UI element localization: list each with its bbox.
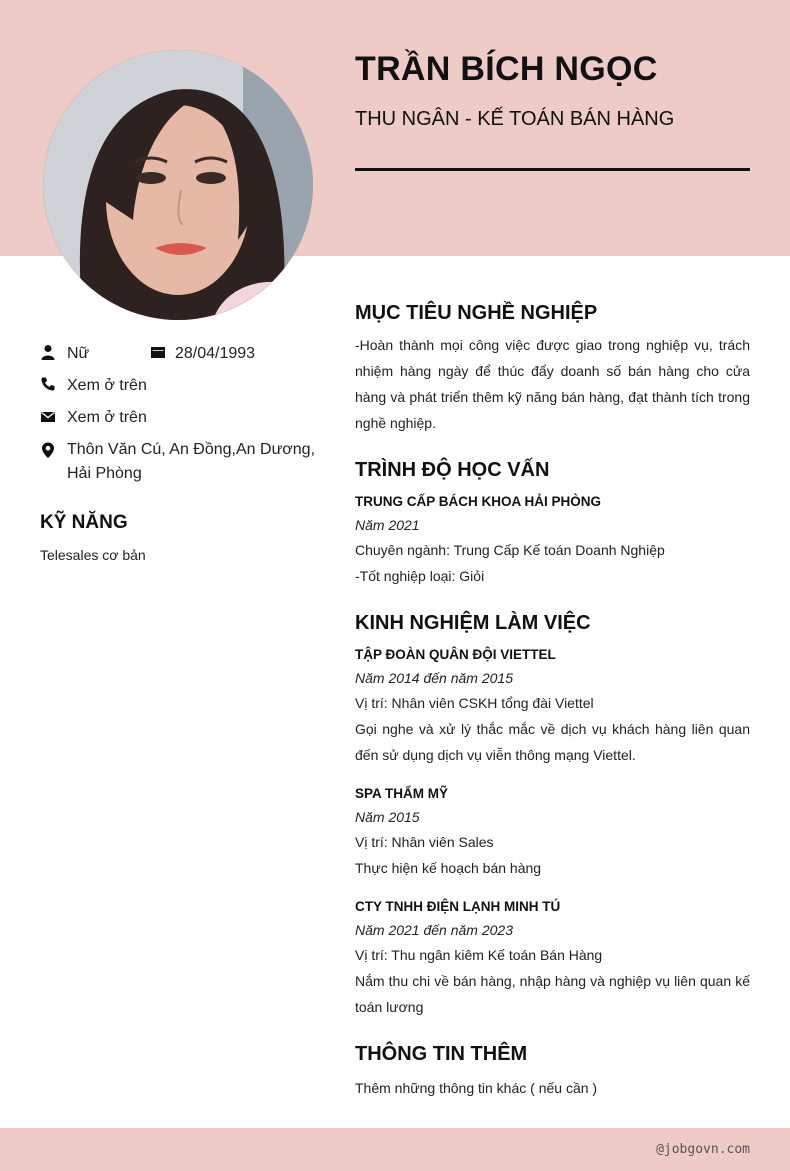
info-email: [40, 406, 310, 430]
experience-heading: KINH NGHIỆM LÀM VIỆC: [355, 612, 591, 634]
job-title: THU NGÂN - KẾ TOÁN BÁN HÀNG: [355, 108, 675, 130]
candidate-name: TRẦN BÍCH NGỌC: [355, 50, 658, 88]
job-period: Năm 2021 đến năm 2023: [355, 922, 513, 938]
phone-value: Xem ở trên: [67, 377, 147, 394]
profile-photo: [43, 50, 313, 320]
info-address: [40, 438, 320, 486]
job-position: Vị trí: Thu ngân kiêm Kế toán Bán Hàng: [355, 947, 603, 963]
objective-heading: MỤC TIÊU NGHỀ NGHIỆP: [355, 302, 598, 324]
birthdate-value: 28/04/1993: [175, 345, 256, 362]
phone-icon: [40, 376, 56, 392]
email-value: Xem ở trên: [67, 409, 147, 426]
skills-text: Telesales cơ bản: [40, 547, 146, 563]
job-position: Vị trí: Nhân viên CSKH tổng đài Viettel: [355, 695, 594, 711]
additional-heading: THÔNG TIN THÊM: [355, 1043, 528, 1065]
info-phone: [40, 374, 310, 398]
job-description: Thực hiện kế hoạch bán hàng: [355, 860, 542, 876]
gender-value: Nữ: [67, 345, 90, 362]
job-description: Nắm thu chi về bán hàng, nhập hàng và nghiệp vụ liên quan kế toán lương: [355, 973, 750, 1015]
job-company: SPA THẨM MỸ: [355, 786, 448, 801]
footer-band: [0, 1128, 790, 1171]
education-school: TRUNG CẤP BÁCH KHOA HẢI PHÒNG: [355, 494, 602, 509]
job-period: Năm 2015: [355, 809, 420, 825]
info-gender: [40, 342, 150, 366]
objective-text: -Hoàn thành mọi công việc được giao trong nghiệp vụ, trách nhiệm hàng ngày để thúc đẩy doanh số bán hàng cho cửa hàng và phát triển thêm kỹ năng bán hàng, đạt thành tích trong nghề nghiệp.: [355, 337, 750, 431]
address-line1: Thôn Văn Cú, An Đồng,An Dương,: [67, 441, 316, 458]
calendar-icon: [150, 344, 166, 360]
education-major: Chuyên ngành: Trung Cấp Kế toán Doanh Nghiệp: [355, 542, 665, 558]
additional-text: Thêm những thông tin khác ( nếu cần ): [355, 1080, 598, 1096]
mail-icon: [40, 408, 56, 424]
job-company: TẬP ĐOÀN QUÂN ĐỘI VIETTEL: [355, 647, 556, 662]
person-icon: [40, 344, 56, 360]
job-company: CTY TNHH ĐIỆN LẠNH MINH TÚ: [355, 899, 561, 914]
footer-watermark: @jobgovn.com: [656, 1142, 750, 1157]
title-divider: [355, 168, 750, 171]
info-birthdate: [150, 342, 310, 366]
education-period: Năm 2021: [355, 517, 420, 533]
location-pin-icon: [40, 441, 56, 459]
job-period: Năm 2014 đến năm 2015: [355, 670, 513, 686]
education-grade: -Tốt nghiệp loại: Giỏi: [355, 568, 485, 584]
job-description: Gọi nghe và xử lý thắc mắc về dịch vụ khách hàng liên quan đến sử dụng dịch vụ viễn thông mạng Viettel.: [355, 721, 750, 763]
education-heading: TRÌNH ĐỘ HỌC VẤN: [355, 459, 550, 481]
skills-heading: KỸ NĂNG: [40, 512, 128, 533]
job-position: Vị trí: Nhân viên Sales: [355, 834, 494, 850]
address-line2: Hải Phòng: [67, 465, 142, 482]
